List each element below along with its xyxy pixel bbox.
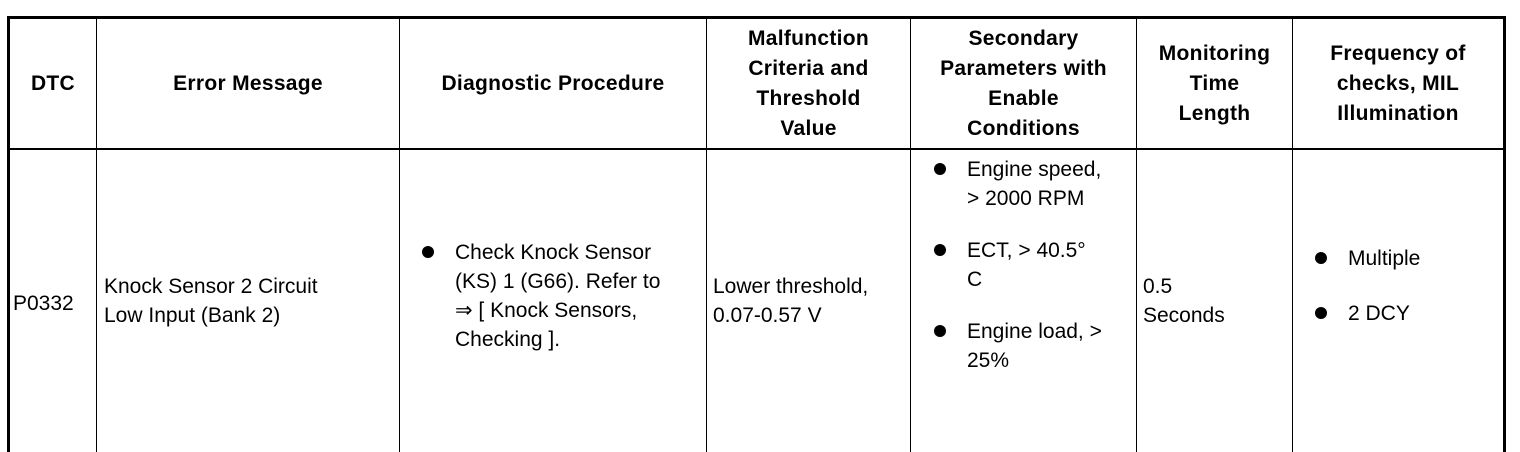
header-dtc: DTC (30, 71, 76, 95)
list-item: Multiple (1315, 244, 1503, 273)
header-diagnostic-procedure: Diagnostic Procedure (441, 71, 665, 95)
cell-error-message: Knock Sensor 2 Circuit Low Input (Bank 2) (104, 275, 318, 327)
cell-monitoring-time: 0.5 Seconds (1143, 275, 1225, 327)
cell-malfunction-criteria: Lower threshold, 0.07-0.57 V (713, 275, 869, 327)
cell-frequency (1315, 150, 1503, 452)
bullet-icon (422, 246, 434, 258)
cell-diagnostic-procedure (422, 150, 706, 452)
bullet-icon (1315, 307, 1327, 319)
header-error-message: Error Message (173, 71, 323, 95)
bullet-icon (934, 325, 946, 337)
cell-secondary-parameters (934, 150, 1136, 452)
bullet-icon (1315, 252, 1327, 264)
header-malfunction-criteria: Malfunction Criteria and Threshold Value (747, 26, 870, 140)
bullet-icon (934, 163, 946, 175)
list-item: Engine speed, > 2000 RPM (934, 155, 1136, 213)
header-secondary-parameters: Secondary Parameters with Enable Conditions (940, 26, 1107, 140)
list-item: 2 DCY (1315, 299, 1503, 328)
bullet-icon (934, 244, 946, 256)
header-monitoring-time: Monitoring Time Length (1158, 41, 1271, 125)
header-frequency: Frequency of checks, MIL Illumination (1330, 41, 1466, 125)
cell-dtc: P0332 (13, 291, 74, 315)
list-item: ECT, > 40.5° C (934, 236, 1136, 294)
list-item: Check Knock Sensor (KS) 1 (G66). Refer to ⇒ [ Knock Sensors, Checking ]. (422, 238, 706, 354)
list-item: Engine load, > 25% (934, 317, 1136, 375)
